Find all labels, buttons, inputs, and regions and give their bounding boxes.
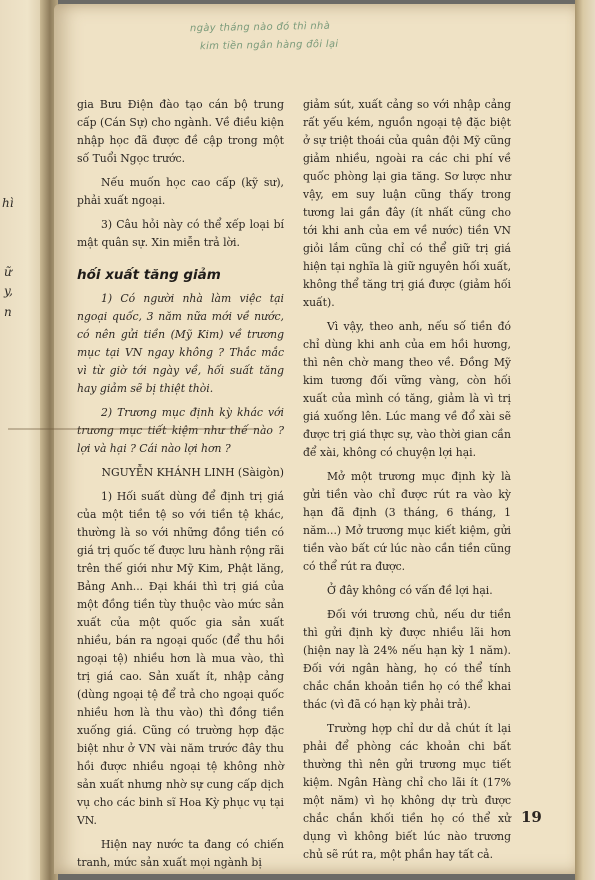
answer-paragraph: Mở một trương mục định kỳ là gửi tiền vào chỉ được rút ra vào kỳ hạn đã định (3 tháng, 6 tháng, 1 năm...) Mở trương mục kiết kiệm, gửi tiền vào bất cứ lúc nào cần tiền cũng có thể rút ra được. bbox=[303, 470, 511, 573]
page-crease bbox=[8, 428, 258, 430]
intro-paragraph: gia Bưu Điện đào tạo cán bộ trung cấp (Cán Sự) cho ngành. Về điều kiện nhập học đã được đề cập trong một số Tuổi Ngọc trước. bbox=[77, 98, 284, 165]
reader-question: 2) Trương mục định kỳ khác với trương mục tiết kiệm như thế nào ? lợi và hại ? Cái nào lợi hơn ? bbox=[77, 406, 284, 455]
reader-question: 1) Có người nhà làm việc tại ngoại quốc, 3 năm nữa mới về nước, có nên gửi tiền (Mỹ Kim) về trương mục tại VN ngay không ? Thắc mắc vì từ giờ tới ngày về, hối suất tăng hay giảm sẽ bị thiệt thòi. bbox=[77, 292, 284, 395]
right-column bbox=[303, 96, 511, 870]
handwritten-note-line-1: ngày tháng nào đó thì nhà bbox=[189, 20, 331, 35]
answer-paragraph: Ở đây không có vấn đề lợi hại. bbox=[327, 584, 493, 597]
margin-fragment: hì bbox=[2, 196, 14, 210]
page-number: 19 bbox=[521, 808, 542, 826]
answer-paragraph: Trường hợp chỉ dư dả chút ít lại phải để phòng các khoản chi bất thường thì nên gửi trương mục tiết kiệm. Ngân Hàng chỉ cho lãi ít (17% một năm) vì họ không dự trù được chắc chắn khối tiền họ có thể xử dụng vì không biết lúc nào trương chủ sẽ rút ra, một phần hay tất cả. bbox=[303, 722, 511, 861]
answer-paragraph: Vì vậy, theo anh, nếu số tiền đó chỉ dùng khi anh của em hồi hương, thì nên chờ mang theo về. Đồng Mỹ kim tương đối vững vàng, còn hối xuất của mình có tăng, giảm là vì trị giá xuống lên. Lúc mang về đổ xài sẽ được trị giá thực sự, vào thời gian cần để xài, không có chuyện lợi hại. bbox=[303, 320, 511, 459]
answer-paragraph: Đối với trương chủ, nếu dư tiền thì gửi định kỳ được nhiều lãi hơn (hiện nay là 24% nếu hạn kỳ 1 năm). Đối với ngân hàng, họ có thể tính chắc chắn khoản tiền họ có thể khai thác (vì đã có hạn kỳ phải trả). bbox=[303, 608, 511, 711]
left-column bbox=[77, 96, 284, 878]
answer-paragraph: giảm sút, xuất cảng so với nhập cảng rất yếu kém, nguồn ngoại tệ đặc biệt ở sự triệt thoái của quân đội Mỹ cũng giảm nhiều, ngoài ra các chi phí về quốc phòng lại gia tăng. Sơ lược như vậy, em suy luận cũng thấy trong tương lai gần đây (ít nhất cũng cho tới khi anh của em về nước) tiền VN giỏi lắm cũng chỉ có thể giữ trị giá hiện tại nghĩa là giữ nguyên hối xuất, không thể tăng trị giá được (giảm hối xuất). bbox=[303, 98, 511, 309]
margin-fragment: y, bbox=[4, 284, 13, 298]
margin-fragment: n bbox=[4, 305, 12, 319]
intro-paragraph: 3) Câu hỏi này có thể xếp loại bí mật quân sự. Xin miễn trả lời. bbox=[77, 218, 284, 249]
intro-paragraph: Nếu muốn học cao cấp (kỹ sư), phải xuất ngoại. bbox=[77, 176, 284, 207]
question-author: NGUYỄN KHÁNH LINH (Sàigòn) bbox=[101, 466, 284, 479]
answer-paragraph: 1) Hối suất dùng để định trị giá của một tiền tệ so với tiền tệ khác, thường là so với những đồng tiền có giá trị quốc tế được lưu hành rộng rãi trên thế giới như Mỹ Kim, Phật lăng, Bảng Anh... Đại khái thì trị giá của một đồng tiền tùy thuộc vào mức sản xuất của một quốc gia sản xuất nhiều, bán ra ngoại quốc (để thu hồi ngoại tệ) nhiều hơn là mua vào, thì trị giá cao. Sản xuất ít, nhập cảng (dùng ngoại tệ để trả cho ngoại quốc nhiều hơn là thu vào) thì đồng tiền xuống giá. Cũng có trường hợp đặc biệt như ở VN vài năm trước đây thu hồi được nhiều ngoại tệ không nhờ sản xuất nhưng nhờ sự cung cấp dịch vụ cho các binh sĩ Hoa Kỳ phục vụ tại VN. bbox=[77, 490, 284, 827]
section-title: hối xuất tăng giảm bbox=[77, 267, 221, 283]
page-edge-right bbox=[575, 0, 595, 880]
handwritten-note-line-2: kim tiền ngân hàng đôi lại bbox=[199, 38, 339, 53]
answer-paragraph: Hiện nay nước ta đang có chiến tranh, mức sản xuất mọi ngành bị bbox=[77, 838, 284, 869]
margin-fragment: ữ bbox=[4, 265, 12, 279]
